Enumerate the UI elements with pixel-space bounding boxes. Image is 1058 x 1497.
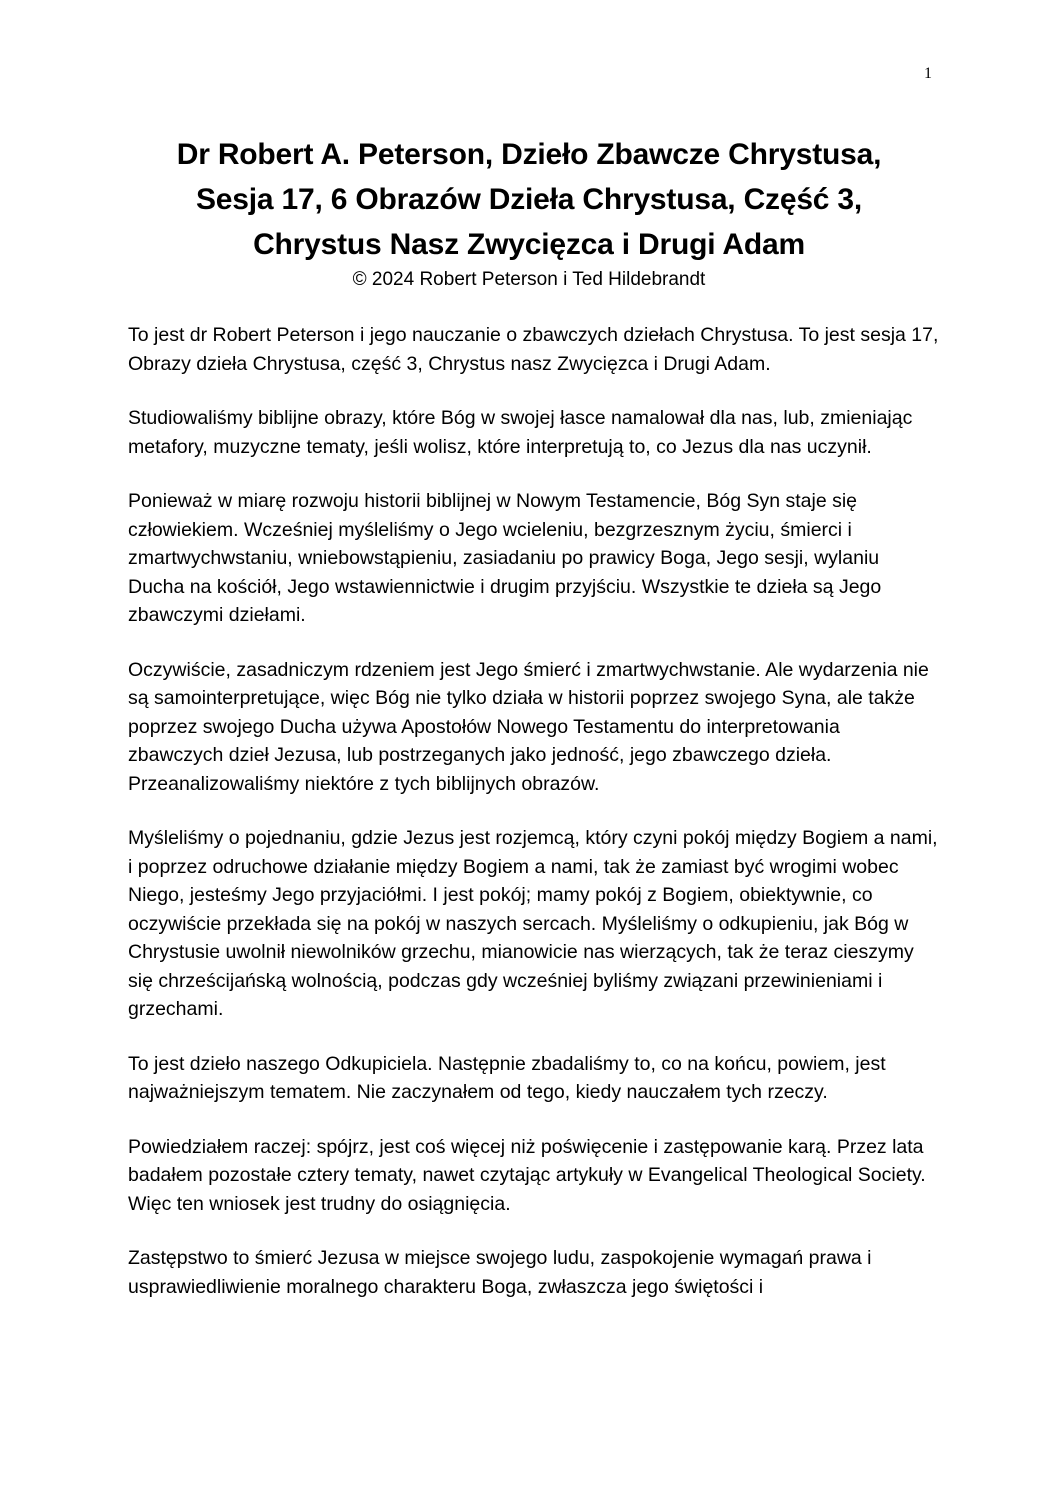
document-body [128,321,940,1327]
paragraph: To jest dr Robert Peterson i jego nauczanie o zbawczych dziełach Chrystusa. To jest sesja 17, Obrazy dzieła Chrystusa, część 3, Chrystus nasz Zwycięzca i Drugi Adam. [128,324,939,375]
paragraph: Myśleliśmy o pojednaniu, gdzie Jezus jest rozjemcą, który czyni pokój między Bogiem a nami, i poprzez odruchowe działanie między Bogiem a nami, tak że zamiast być wrogimi wobec Niego, jesteśmy Jego przyjaciółmi. I jest pokój; mamy pokój z Bogiem, obiektywnie, co oczywiście przekłada się na pokój w naszych sercach. Myśleliśmy o odkupieniu, jak Bóg w Chrystusie uwolnił niewolników grzechu, mianowicie nas wierzących, tak że teraz cieszymy się chrześcijańską wolnością, podczas gdy wcześniej byliśmy związani przewinieniami i grzechami. [128,827,938,1020]
paragraph: To jest dzieło naszego Odkupiciela. Następnie zbadaliśmy to, co na końcu, powiem, jest najważniejszym tematem. Nie zaczynałem od tego, kiedy nauczałem tych rzeczy. [128,1052,886,1103]
paragraph: Powiedziałem raczej: spójrz, jest coś więcej niż poświęcenie i zastępowanie karą. Przez lata badałem pozostałe cztery tematy, nawet czytając artykuły w Evangelical Theological Society. Więc ten wniosek jest trudny do osiągnięcia. [128,1135,926,1215]
paragraph: Ponieważ w miarę rozwoju historii biblijnej w Nowym Testamencie, Bóg Syn staje się człowiekiem. Wcześniej myśleliśmy o Jego wcieleniu, bezgrzesznym życiu, śmierci i zmartwychwstaniu, wniebowstąpieniu, zasiadaniu po prawicy Boga, Jego sesji, wylaniu Ducha na kościół, Jego wstawiennictwie i drugim przyjściu. Wszystkie te dzieła są Jego zbawczymi dziełami. [128,490,882,626]
paragraph: Zastępstwo to śmierć Jezusa w miejsce swojego ludu, zaspokojenie wymagań prawa i usprawiedliwienie moralnego charakteru Boga, zwłaszcza jego świętości i [128,1247,872,1298]
title-block [100,132,958,293]
document-title-line-3: Chrystus Nasz Zwycięzca i Drugi Adam [253,228,805,261]
document-title-line-1: Dr Robert A. Peterson, Dzieło Zbawcze Chrystusa, [176,138,882,171]
document-title-line-2: Sesja 17, 6 Obrazów Dzieła Chrystusa, Część 3, [195,183,863,216]
paragraph: Studiowaliśmy biblijne obrazy, które Bóg w swojej łasce namalował dla nas, lub, zmieniając metafory, muzyczne tematy, jeśli wolisz, które interpretują to, co Jezus dla nas uczynił. [128,407,913,458]
paragraph: Oczywiście, zasadniczym rdzeniem jest Jego śmierć i zmartwychwstanie. Ale wydarzenia nie są samointerpretujące, więc Bóg nie tylko działa w historii poprzez swojego Syna, ale także poprzez swojego Ducha używa Apostołów Nowego Testamentu do interpretowania zbawczych dzieł Jezusa, lub postrzeganych jako jedność, jego zbawczego dzieła. Przeanalizowaliśmy niektóre z tych biblijnych obrazów. [128,658,929,795]
copyright-notice: © 2024 Robert Peterson i Ted Hildebrandt [352,269,706,290]
page-number: 1 [924,65,932,82]
